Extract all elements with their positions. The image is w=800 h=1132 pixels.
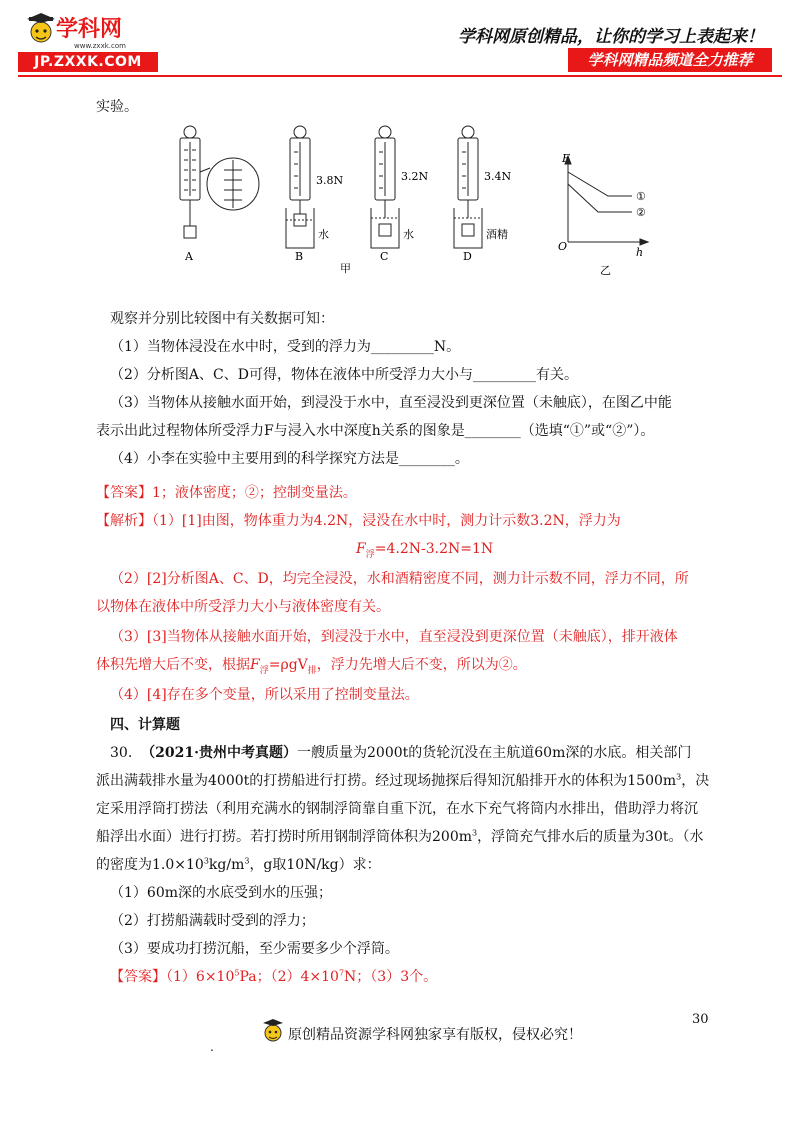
problem-source: （2021·贵州中考真题） bbox=[141, 745, 298, 761]
problem-number: 30. bbox=[110, 745, 133, 761]
spring-scale-a bbox=[180, 126, 259, 238]
analysis3-line1: （3）[3]当物体从接触水面开始，到浸没于水中，直至浸没到更深位置（未触底），排开液体 bbox=[110, 629, 678, 645]
reading-b: 3.8N bbox=[316, 174, 344, 187]
q4-text: （4）小李在实验中主要用到的科学探究方法是________。 bbox=[110, 451, 469, 467]
analysis2-line2: 以物体在液体中所受浮力大小与液体密度有关。 bbox=[96, 599, 390, 615]
label-a: A bbox=[185, 250, 193, 263]
answer-text: 1；液体密度；②；控制变量法。 bbox=[152, 485, 357, 501]
formula-sub: 浮 bbox=[365, 549, 375, 560]
footer-dot: . bbox=[210, 1040, 214, 1054]
q3-line1: （3）当物体从接触水面开始，到浸没于水中，直至浸没到更深位置（未触底），在图乙中能 bbox=[110, 395, 672, 411]
analysis2-line1: （2）[2]分析图A、C、D，均完全浸没，水和酒精密度不同，测力计示数不同，浮力不同，所 bbox=[110, 571, 689, 587]
reading-d: 3.4N bbox=[484, 170, 512, 183]
analysis-text-1: （1）[1]由图，物体重力为4.2N，浸没在水中时，测力计示数3.2N，浮力为 bbox=[152, 513, 621, 529]
problem-text-5a: 的密度为1.0×10 bbox=[96, 857, 204, 873]
footer-mascot-icon bbox=[262, 1018, 284, 1046]
analysis3-text-b: ，浮力先增大后不变，所以为②。 bbox=[316, 657, 527, 673]
label-b: B bbox=[295, 250, 304, 263]
sub-question-1: （1）60m深的水底受到水的压强； bbox=[110, 885, 332, 901]
analysis4-text: （4）[4]存在多个变量，所以采用了控制变量法。 bbox=[110, 687, 419, 703]
observe-text: 观察并分别比较图中有关数据可知： bbox=[110, 311, 334, 327]
problem-text-1: 一艘质量为2000t的货轮沉没在主航道60m深的水底。相关部门 bbox=[297, 745, 692, 761]
sub-question-2: （2）打捞船满载时受到的浮力； bbox=[110, 913, 315, 929]
problem-text-5c: ，g取10N/kg）求： bbox=[249, 857, 381, 873]
spring-scale-c bbox=[371, 126, 399, 248]
answer30-sup2: 7 bbox=[338, 968, 345, 978]
problem-sup-4: 3 bbox=[472, 828, 478, 838]
answer-tag: 【答案】 bbox=[96, 485, 152, 501]
problem-text-4b: ，浮筒充气排水后的质量为30t。（水 bbox=[477, 829, 704, 845]
problem30-line4 bbox=[96, 828, 704, 846]
q3-line2: 表示出此过程物体所受浮力F与浸入水中深度h关系的图象是________（选填“①”或“②”）。 bbox=[96, 423, 655, 439]
q1-text: （1）当物体浸没在水中时，受到的浮力为_________N。 bbox=[110, 339, 461, 355]
graph-curve-1: ① bbox=[636, 190, 646, 203]
logo-sub: www.zxxk.com bbox=[74, 42, 126, 50]
label-d: D bbox=[463, 250, 472, 263]
page-number: 30 bbox=[692, 1012, 709, 1027]
problem-text-5b: kg/m bbox=[208, 857, 245, 873]
analysis-line1 bbox=[96, 512, 621, 530]
analysis-tag: 【解析】 bbox=[96, 513, 152, 529]
mascot-icon bbox=[26, 12, 56, 50]
liquid-b: 水 bbox=[318, 228, 329, 241]
graph-axis-f: F bbox=[562, 152, 570, 165]
answer30-c: N；（3）3个。 bbox=[344, 969, 438, 985]
header-banner: 学科网精品频道全力推荐 bbox=[568, 48, 772, 72]
q2-text: （2）分析图A、C、D可得，物体在液体中所受浮力大小与_________有关。 bbox=[110, 367, 578, 383]
problem30-line1 bbox=[110, 744, 691, 762]
sub-question-3: （3）要成功打捞沉船，至少需要多少个浮筒。 bbox=[110, 941, 399, 957]
header-divider bbox=[18, 75, 782, 77]
answer30-b: Pa；（2）4×10 bbox=[239, 969, 339, 985]
graph-origin: O bbox=[558, 240, 568, 253]
analysis3-f: F bbox=[250, 657, 260, 673]
experiment-figure bbox=[160, 122, 660, 282]
analysis3-sub2: 排 bbox=[307, 665, 317, 676]
answer-line bbox=[96, 484, 357, 502]
intro-text: 实验。 bbox=[96, 99, 138, 115]
problem-text-2b: ，决 bbox=[681, 773, 710, 789]
liquid-c: 水 bbox=[403, 228, 414, 241]
analysis3-mid: =ρgV bbox=[268, 657, 308, 673]
logo-url: JP.ZXXK.COM bbox=[18, 52, 158, 72]
problem-text-4a: 船浮出水面）进行打捞。若打捞时所用钢制浮筒体积为200m bbox=[96, 829, 472, 845]
analysis-formula bbox=[356, 540, 493, 558]
formula-rest: =4.2N-3.2N=1N bbox=[374, 541, 494, 557]
problem30-line5 bbox=[96, 856, 381, 874]
footer-copyright: 原创精品资源学科网独家享有版权，侵权必究！ bbox=[288, 1027, 582, 1043]
graph-axis-h: h bbox=[636, 246, 644, 259]
answer-tag-30: 【答案】 bbox=[110, 969, 166, 985]
spring-scale-b bbox=[286, 126, 314, 248]
spring-scale-d bbox=[454, 126, 482, 248]
logo-name: 学科网 bbox=[56, 17, 123, 42]
formula-f: F bbox=[356, 541, 366, 557]
reading-c: 3.2N bbox=[401, 170, 429, 183]
answer30-a: （1）6×10 bbox=[166, 969, 235, 985]
label-c: C bbox=[380, 250, 389, 263]
answer30-sup1: 5 bbox=[234, 968, 240, 978]
graph-curve-2: ② bbox=[636, 206, 646, 219]
problem-sup-5b: 3 bbox=[244, 856, 250, 866]
problem-sup-2: 3 bbox=[676, 772, 682, 782]
analysis3-text-a: 体积先增大后不变，根据 bbox=[96, 657, 250, 673]
caption-jia: 甲 bbox=[340, 262, 351, 275]
problem30-answer bbox=[110, 968, 437, 986]
caption-yi: 乙 bbox=[600, 264, 611, 277]
section-title: 四、计算题 bbox=[110, 717, 180, 733]
site-logo bbox=[18, 12, 160, 74]
analysis3-line2 bbox=[96, 656, 527, 674]
problem30-line2 bbox=[96, 772, 709, 790]
problem30-line3: 定采用浮筒打捞法（利用充满水的钢制浮筒靠自重下沉，在水下充气将筒内水排出，借助浮力将沉 bbox=[96, 801, 698, 817]
header-slogan: 学科网原创精品，让你的学习上表起来！ bbox=[458, 27, 764, 47]
problem-text-2a: 派出满载排水量为4000t的打捞船进行打捞。经过现场抛探后得知沉船排开水的体积为1500m bbox=[96, 773, 677, 789]
problem-sup-5a: 3 bbox=[203, 856, 209, 866]
analysis3-sub1: 浮 bbox=[259, 665, 269, 676]
liquid-d: 酒精 bbox=[486, 228, 508, 241]
